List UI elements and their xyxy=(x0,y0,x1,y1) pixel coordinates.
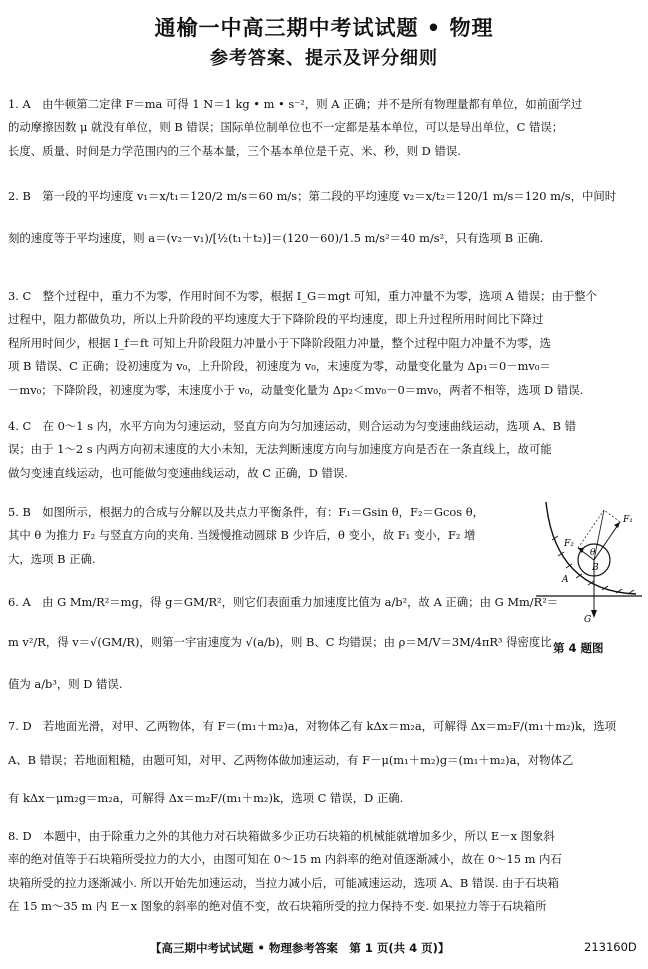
q8-line-1: 8. D 本题中，由于除重力之外的其他力对石块箱做多少正功石块箱的机械能就增加多少，所以 E－x 图象斜 xyxy=(8,829,555,843)
q8-line-3: 块箱所受的拉力逐渐减小. 所以开始先加速运动，当拉力减小后，可能减速运动，选项 A、B 错误. 由于石块箱 xyxy=(8,876,559,890)
q4-line-2: 误；由于 1～2 s 内两方向初末速度的大小未知，无法判断速度方向与加速度方向是否在一条直线上，故可能 xyxy=(8,442,552,456)
q3-line-4: 项 B 错误、C 正确；设初速度为 v₀，上升阶段，初速度为 v₀，末速度为零，动量变化量为 Δp₁＝0－mv₀＝ xyxy=(8,359,551,373)
q8-line-2: 率的绝对值等于石块箱所受拉力的大小，由图可知在 0～15 m 内斜率的绝对值逐渐减小，故在 0～15 m 内石 xyxy=(8,852,562,866)
q7-line-1: 7. D 若地面光滑，对甲、乙两物体，有 F＝(m₁＋m₂)a，对物体乙有 kΔx＝m₂a，可解得 Δx＝m₂F/(m₁＋m₂)k，选项 xyxy=(8,719,617,733)
q1-line-2: 的动摩擦因数 μ 就没有单位，则 B 错误；国际单位制单位也不一定都是基本单位，可以是导出单位，C 错误； xyxy=(8,120,564,134)
q3-line-1: 3. C 整个过程中，重力不为零，作用时间不为零，根据 I_G＝mgt 可知，重力冲量不为零，选项 A 错误；由于整个 xyxy=(8,289,598,303)
q1-line-3: 长度、质量、时间是力学范围内的三个基本量，三个基本单位是千克、米、秒，则 D 错误. xyxy=(8,144,461,158)
q5-line-2: 其中 θ 为推力 F₂ 与竖直方向的夹角. 当缓慢推动圆球 B 少许后，θ 变小，故 F₁ 变小，F₂ 增 xyxy=(8,528,476,542)
label-g: G xyxy=(584,615,592,625)
q5-line-3: 大，选项 B 正确. xyxy=(8,552,96,566)
q8-line-4: 在 15 m～35 m 内 E－x 图象的斜率的绝对值不变，故石块箱所受的拉力保持不变. 如果拉力等于石块箱所 xyxy=(8,899,547,913)
page-subtitle: 参考答案、提示及评分细则 xyxy=(210,48,438,69)
q2-line-2: 刻的速度等于平均速度，则 a＝(v₂－v₁)/[½(t₁＋t₂)]＝(120－60)/1.5 m/s²＝40 m/s²，只有选项 B 正确. xyxy=(8,231,544,245)
page-title: 通榆一中高三期中考试试题 • 物理 xyxy=(154,16,494,40)
figure-caption: 第 4 题图 xyxy=(553,641,604,655)
q3-line-2: 过程中，阻力都做负功，所以上升阶段的平均速度大于下降阶段的平均速度，即上升过程所用时间比下降过 xyxy=(8,312,544,326)
q4-line-1: 4. C 在 0～1 s 内，水平方向为匀速运动，竖直方向为匀加速运动，则合运动为匀变速曲线运动，选项 A、B 错 xyxy=(8,419,577,433)
label-f2: F₂ xyxy=(564,539,574,549)
q6-line-1: 6. A 由 G Mm/R²＝mg，得 g＝GM/R²，则它们表面重力加速度比值为 a/b²，故 A 正确；由 G Mm/R²＝ xyxy=(8,595,559,609)
q3-line-5: －mv₀；下降阶段，初速度为零，末速度小于 v₀，动量变化量为 Δp₂＜mv₀－0＝mv₀，两者不相等，选项 D 错误. xyxy=(8,383,584,397)
q6-line-2: m v²/R，得 v＝√(GM/R)，则第一宇宙速度为 √(a/b)，则 B、C 均错误；由 ρ＝M/V＝3M/4πR³ 得密度比 xyxy=(8,635,552,649)
q1-line-1: 1. A 由牛顿第二定律 F＝ma 可得 1 N＝1 kg • m • s⁻²，则 A 正确；并不是所有物理量都有单位，如前面学过 xyxy=(8,97,583,111)
page-footer: 【高三期中考试试题 • 物理参考答案 第 1 页(共 4 页)】 xyxy=(150,941,450,955)
label-b: B xyxy=(592,563,599,573)
q4-line-3: 做匀变速直线运动，也可能做匀变速曲线运动，故 C 正确，D 错误. xyxy=(8,466,348,480)
label-f1: F₁ xyxy=(623,515,633,525)
label-a: A xyxy=(562,575,569,585)
q5-line-1: 5. B 如图所示，根据力的合成与分解以及共点力平衡条件，有：F₁＝Gsin θ，F₂＝Gcos θ， xyxy=(8,505,484,519)
q7-line-3: 有 kΔx－μm₂g＝m₂a，可解得 Δx＝m₂F/(m₁＋m₂)k，选项 C 错误，D 正确. xyxy=(8,791,404,805)
document-code: 213160D xyxy=(584,940,637,954)
q6-line-3: 值为 a/b³，则 D 错误. xyxy=(8,677,123,691)
q3-line-3: 程所用时间少，根据 I_f＝ft 可知上升阶段阻力冲量小于下降阶段阻力冲量，整个过程中阻力冲量不为零，选 xyxy=(8,336,552,350)
force-diagram-figure xyxy=(532,500,644,628)
q7-line-2: A、B 错误；若地面粗糙，由题可知，对甲、乙两物体做加速运动，有 F－μ(m₁＋m₂)g＝(m₁＋m₂)a，对物体乙 xyxy=(8,753,574,767)
q2-line-1: 2. B 第一段的平均速度 v₁＝x/t₁＝120/2 m/s＝60 m/s；第二段的平均速度 v₂＝x/t₂＝120/1 m/s＝120 m/s，中间时 xyxy=(8,189,617,203)
label-theta: θ xyxy=(590,548,596,558)
